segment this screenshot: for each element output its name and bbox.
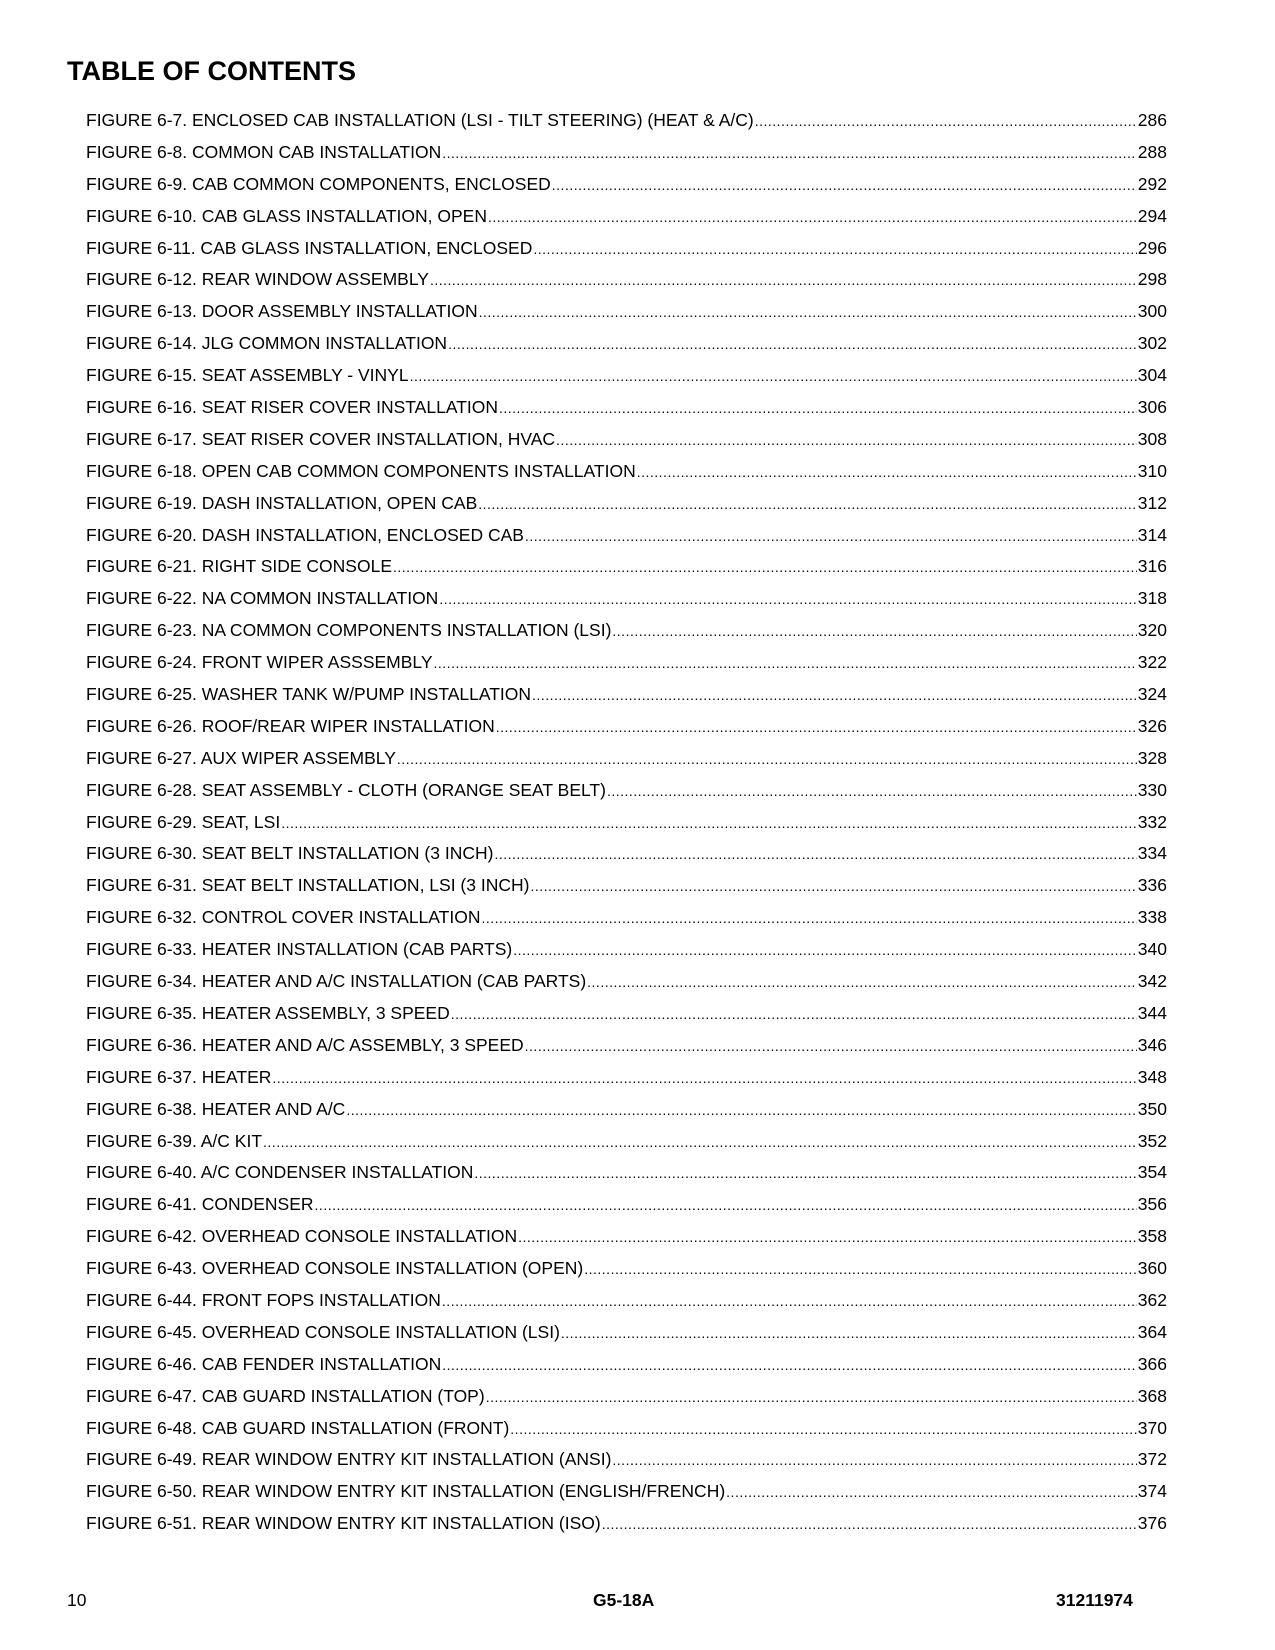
toc-entry[interactable] (86, 1131, 1167, 1163)
toc-entry[interactable] (86, 620, 1167, 652)
toc-entry-page: 364 (1137, 1321, 1167, 1342)
toc-entry-page: 296 (1137, 237, 1167, 258)
toc-entry[interactable] (86, 1290, 1167, 1322)
toc-entry[interactable] (86, 684, 1167, 716)
toc-entry-page: 360 (1137, 1258, 1167, 1279)
toc-entry-page: 326 (1137, 715, 1167, 736)
toc-entry-page: 316 (1137, 556, 1167, 577)
toc-entry-page: 330 (1137, 779, 1167, 800)
toc-entry[interactable] (86, 238, 1167, 270)
toc-entry-label: FIGURE 6-43. OVERHEAD CONSOLE INSTALLATION (OPEN) (86, 1258, 584, 1279)
dot-leader (607, 783, 1137, 799)
toc-entry-page: 322 (1137, 652, 1167, 673)
toc-entry-label: FIGURE 6-17. SEAT RISER COVER INSTALLATION, HVAC (86, 428, 556, 449)
dot-leader (442, 145, 1137, 161)
toc-entry-label: FIGURE 6-30. SEAT BELT INSTALLATION (3 INCH) (86, 843, 494, 864)
dot-leader (499, 400, 1137, 416)
toc-entry-page: 324 (1137, 684, 1167, 705)
toc-entry-label: FIGURE 6-14. JLG COMMON INSTALLATION (86, 333, 448, 354)
toc-entry-page: 336 (1137, 875, 1167, 896)
toc-entry[interactable] (86, 1449, 1167, 1481)
dot-leader (434, 655, 1137, 671)
dot-leader (272, 1070, 1136, 1086)
toc-entry[interactable] (86, 1418, 1167, 1450)
toc-entry-page: 318 (1137, 588, 1167, 609)
dot-leader (530, 878, 1136, 894)
dot-leader (561, 1325, 1137, 1341)
toc-entry-page: 348 (1137, 1066, 1167, 1087)
toc-entry-page: 312 (1137, 492, 1167, 513)
toc-entry[interactable] (86, 907, 1167, 939)
dot-leader (726, 1484, 1137, 1500)
toc-entry[interactable] (86, 333, 1167, 365)
toc-entry-page: 328 (1137, 747, 1167, 768)
toc-entry-label: FIGURE 6-31. SEAT BELT INSTALLATION, LSI (3 INCH) (86, 875, 530, 896)
dot-leader (474, 1165, 1136, 1181)
toc-entry-label: FIGURE 6-20. DASH INSTALLATION, ENCLOSED CAB (86, 524, 524, 545)
dot-leader (510, 1421, 1137, 1437)
toc-entry-page: 362 (1137, 1289, 1167, 1310)
toc-entry-page: 320 (1137, 620, 1167, 641)
toc-entry-label: FIGURE 6-45. OVERHEAD CONSOLE INSTALLATION (LSI) (86, 1321, 560, 1342)
toc-entry[interactable] (86, 588, 1167, 620)
dot-leader (755, 113, 1137, 129)
toc-entry[interactable] (86, 875, 1167, 907)
toc-entry-label: FIGURE 6-40. A/C CONDENSER INSTALLATION (86, 1162, 474, 1183)
toc-entry-label: FIGURE 6-26. ROOF/REAR WIPER INSTALLATION (86, 715, 495, 736)
toc-entry-label: FIGURE 6-7. ENCLOSED CAB INSTALLATION (LSI - TILT STEERING) (HEAT & A/C) (86, 110, 754, 130)
toc-entry[interactable] (86, 812, 1167, 844)
toc-entry[interactable] (86, 1481, 1167, 1513)
toc-entry[interactable] (86, 1513, 1167, 1545)
toc-entry-page: 356 (1137, 1194, 1167, 1215)
toc-entry-page: 370 (1137, 1417, 1167, 1438)
toc-entry[interactable] (86, 1354, 1167, 1386)
toc-entry-label: FIGURE 6-34. HEATER AND A/C INSTALLATION (CAB PARTS) (86, 971, 587, 992)
dot-leader (410, 368, 1137, 384)
toc-entry-page: 338 (1137, 907, 1167, 928)
dot-leader (532, 687, 1137, 703)
toc-entry[interactable] (86, 206, 1167, 238)
toc-entry-page: 314 (1137, 524, 1167, 545)
dot-leader (513, 942, 1137, 958)
toc-entry[interactable] (86, 556, 1167, 588)
toc-entry[interactable] (86, 971, 1167, 1003)
dot-leader (479, 304, 1137, 320)
toc-entry[interactable] (86, 301, 1167, 333)
toc-entry-label: FIGURE 6-28. SEAT ASSEMBLY - CLOTH (ORANGE SEAT BELT) (86, 779, 606, 800)
toc-entry-label: FIGURE 6-9. CAB COMMON COMPONENTS, ENCLOSED (86, 173, 551, 194)
dot-leader (556, 432, 1137, 448)
toc-entry-page: 298 (1137, 269, 1167, 290)
toc-entry[interactable] (86, 652, 1167, 684)
toc-entry[interactable] (86, 843, 1167, 875)
toc-entry[interactable] (86, 1099, 1167, 1131)
dot-leader (494, 846, 1136, 862)
dot-leader (448, 336, 1137, 352)
dot-leader (281, 815, 1137, 831)
toc-entry[interactable] (86, 1035, 1167, 1067)
dot-leader (430, 272, 1137, 288)
dot-leader (439, 591, 1136, 607)
toc-entry-label: FIGURE 6-18. OPEN CAB COMMON COMPONENTS INSTALLATION (86, 460, 636, 481)
toc-entry-label: FIGURE 6-37. HEATER (86, 1066, 272, 1087)
toc-entry-label: FIGURE 6-24. FRONT WIPER ASSSEMBLY (86, 652, 433, 673)
dot-leader (584, 1261, 1137, 1277)
dot-leader (612, 1452, 1136, 1468)
toc-entry-label: FIGURE 6-46. CAB FENDER INSTALLATION (86, 1353, 442, 1374)
toc-entry[interactable] (86, 142, 1167, 174)
toc-entry-page: 300 (1137, 301, 1167, 322)
dot-leader (637, 464, 1137, 480)
toc-entry-label: FIGURE 6-12. REAR WINDOW ASSEMBLY (86, 269, 429, 290)
toc-entry-label: FIGURE 6-50. REAR WINDOW ENTRY KIT INSTALLATION (ENGLISH/FRENCH) (86, 1481, 726, 1502)
toc-entry-page: 308 (1137, 428, 1167, 449)
toc-list (86, 110, 1167, 1545)
toc-entry[interactable] (86, 1258, 1167, 1290)
toc-entry[interactable] (86, 110, 1167, 142)
toc-entry-label: FIGURE 6-19. DASH INSTALLATION, OPEN CAB (86, 492, 478, 513)
toc-entry-page: 352 (1137, 1130, 1167, 1151)
dot-leader (393, 559, 1137, 575)
toc-entry[interactable] (86, 1067, 1167, 1099)
toc-entry-label: FIGURE 6-8. COMMON CAB INSTALLATION (86, 141, 442, 162)
toc-entry-label: FIGURE 6-39. A/C KIT (86, 1130, 263, 1151)
toc-entry[interactable] (86, 1194, 1167, 1226)
toc-entry-label: FIGURE 6-35. HEATER ASSEMBLY, 3 SPEED (86, 1002, 450, 1023)
toc-entry-label: FIGURE 6-36. HEATER AND A/C ASSEMBLY, 3 SPEED (86, 1034, 524, 1055)
toc-entry-page: 286 (1137, 110, 1167, 130)
toc-entry[interactable] (86, 1162, 1167, 1194)
toc-entry-label: FIGURE 6-42. OVERHEAD CONSOLE INSTALLATION (86, 1226, 518, 1247)
toc-entry-page: 358 (1137, 1226, 1167, 1247)
toc-entry-page: 366 (1137, 1353, 1167, 1374)
toc-entry-label: FIGURE 6-47. CAB GUARD INSTALLATION (TOP) (86, 1385, 485, 1406)
toc-entry-label: FIGURE 6-23. NA COMMON COMPONENTS INSTALLATION (LSI) (86, 620, 612, 641)
dot-leader (397, 751, 1137, 767)
dot-leader (525, 1038, 1137, 1054)
toc-entry-label: FIGURE 6-16. SEAT RISER COVER INSTALLATION (86, 397, 498, 418)
dot-leader (442, 1293, 1137, 1309)
footer-doc-number: 31211974 (1056, 1590, 1133, 1610)
dot-leader (518, 1229, 1137, 1245)
dot-leader (612, 623, 1136, 639)
toc-entry[interactable] (86, 174, 1167, 206)
dot-leader (525, 528, 1137, 544)
toc-entry[interactable] (86, 939, 1167, 971)
toc-entry-label: FIGURE 6-25. WASHER TANK W/PUMP INSTALLATION (86, 684, 532, 705)
toc-entry-label: FIGURE 6-10. CAB GLASS INSTALLATION, OPEN (86, 205, 487, 226)
dot-leader (315, 1197, 1137, 1213)
toc-entry-label: FIGURE 6-32. CONTROL COVER INSTALLATION (86, 907, 481, 928)
footer-model: G5-18A (593, 1590, 655, 1610)
toc-entry[interactable] (86, 429, 1167, 461)
toc-entry-label: FIGURE 6-33. HEATER INSTALLATION (CAB PARTS) (86, 939, 513, 960)
toc-entry-page: 292 (1137, 173, 1167, 194)
toc-entry[interactable] (86, 269, 1167, 301)
toc-entry-page: 368 (1137, 1385, 1167, 1406)
toc-entry[interactable] (86, 716, 1167, 748)
toc-entry-label: FIGURE 6-21. RIGHT SIDE CONSOLE (86, 556, 392, 577)
toc-entry[interactable] (86, 780, 1167, 812)
dot-leader (486, 1389, 1137, 1405)
dot-leader (552, 177, 1137, 193)
dot-leader (263, 1134, 1137, 1150)
toc-entry[interactable] (86, 748, 1167, 780)
toc-entry-page: 334 (1137, 843, 1167, 864)
dot-leader (346, 1102, 1136, 1118)
toc-entry-label: FIGURE 6-27. AUX WIPER ASSEMBLY (86, 747, 396, 768)
dot-leader (496, 719, 1137, 735)
toc-entry-label: FIGURE 6-15. SEAT ASSEMBLY - VINYL (86, 365, 409, 386)
toc-entry-page: 354 (1137, 1162, 1167, 1183)
toc-entry-page: 344 (1137, 1002, 1167, 1023)
toc-entry-label: FIGURE 6-51. REAR WINDOW ENTRY KIT INSTALLATION (ISO) (86, 1513, 601, 1534)
dot-leader (587, 974, 1137, 990)
toc-entry[interactable] (86, 1386, 1167, 1418)
toc-entry-label: FIGURE 6-11. CAB GLASS INSTALLATION, ENCLOSED (86, 237, 533, 258)
dot-leader (478, 496, 1137, 512)
toc-entry-label: FIGURE 6-44. FRONT FOPS INSTALLATION (86, 1289, 441, 1310)
toc-entry-page: 306 (1137, 397, 1167, 418)
toc-entry-label: FIGURE 6-41. CONDENSER (86, 1194, 314, 1215)
toc-entry-page: 376 (1137, 1513, 1167, 1534)
toc-entry[interactable] (86, 1322, 1167, 1354)
toc-entry-label: FIGURE 6-22. NA COMMON INSTALLATION (86, 588, 439, 609)
toc-entry-page: 346 (1137, 1034, 1167, 1055)
dot-leader (442, 1357, 1137, 1373)
dot-leader (602, 1516, 1137, 1532)
toc-entry[interactable] (86, 493, 1167, 525)
toc-entry[interactable] (86, 397, 1167, 429)
dot-leader (533, 241, 1136, 257)
footer-page-number: 10 (67, 1590, 87, 1610)
toc-entry-page: 372 (1137, 1449, 1167, 1470)
toc-entry[interactable] (86, 365, 1167, 397)
page-title: TABLE OF CONTENTS (67, 56, 356, 86)
toc-entry-page: 310 (1137, 460, 1167, 481)
toc-entry-label: FIGURE 6-29. SEAT, LSI (86, 811, 281, 832)
toc-entry[interactable] (86, 1003, 1167, 1035)
toc-entry-page: 304 (1137, 365, 1167, 386)
dot-leader (451, 1006, 1137, 1022)
toc-entry-page: 342 (1137, 971, 1167, 992)
toc-entry-label: FIGURE 6-49. REAR WINDOW ENTRY KIT INSTALLATION (ANSI) (86, 1449, 612, 1470)
toc-entry[interactable] (86, 461, 1167, 493)
toc-entry-label: FIGURE 6-13. DOOR ASSEMBLY INSTALLATION (86, 301, 478, 322)
toc-entry[interactable] (86, 525, 1167, 557)
toc-entry-page: 332 (1137, 811, 1167, 832)
toc-entry-page: 288 (1137, 141, 1167, 162)
toc-entry[interactable] (86, 1226, 1167, 1258)
toc-entry-page: 294 (1137, 205, 1167, 226)
dot-leader (488, 209, 1137, 225)
toc-entry-page: 302 (1137, 333, 1167, 354)
toc-entry-label: FIGURE 6-48. CAB GUARD INSTALLATION (FRONT) (86, 1417, 510, 1438)
toc-entry-label: FIGURE 6-38. HEATER AND A/C (86, 1098, 346, 1119)
toc-entry-page: 374 (1137, 1481, 1167, 1502)
dot-leader (481, 910, 1136, 926)
toc-entry-page: 340 (1137, 939, 1167, 960)
toc-entry-page: 350 (1137, 1098, 1167, 1119)
